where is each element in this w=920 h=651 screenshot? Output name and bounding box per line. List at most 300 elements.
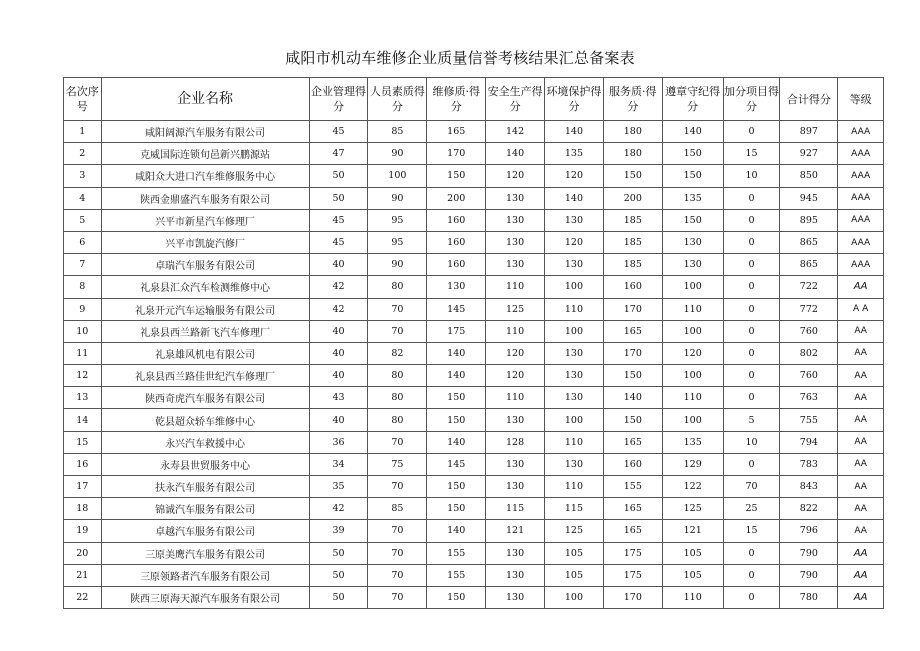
- cell-total: 794: [780, 431, 838, 453]
- cell-bonus: 0: [723, 586, 780, 608]
- cell-safety: 130: [486, 231, 545, 253]
- cell-name: 锦诚汽车服务有限公司: [101, 498, 309, 520]
- cell-grade: AAA: [838, 121, 884, 143]
- cell-grade: AA: [838, 542, 884, 564]
- cell-safety: 110: [486, 387, 545, 409]
- cell-staff: 70: [368, 520, 427, 542]
- cell-mgmt: 40: [309, 320, 368, 342]
- cell-total: 865: [780, 231, 838, 253]
- cell-seq: 21: [64, 564, 102, 586]
- cell-service: 185: [603, 209, 662, 231]
- cell-env: 120: [545, 231, 604, 253]
- cell-name: 礼泉县汇众汽车检测维修中心: [101, 276, 309, 298]
- cell-quality: 140: [427, 431, 486, 453]
- cell-total: 796: [780, 520, 838, 542]
- cell-total: 755: [780, 409, 838, 431]
- table-row: [64, 209, 884, 231]
- cell-service: 150: [603, 165, 662, 187]
- cell-service: 175: [603, 564, 662, 586]
- cell-seq: 19: [64, 520, 102, 542]
- table-row: [64, 165, 884, 187]
- header-service: 服务质·得分: [603, 78, 662, 121]
- cell-name: 礼泉开元汽车运输服务有限公司: [101, 298, 309, 320]
- cell-seq: 11: [64, 342, 102, 364]
- cell-total: 790: [780, 542, 838, 564]
- cell-quality: 140: [427, 365, 486, 387]
- cell-service: 185: [603, 254, 662, 276]
- cell-safety: 130: [486, 453, 545, 475]
- cell-discipline: 100: [662, 320, 723, 342]
- cell-mgmt: 36: [309, 431, 368, 453]
- cell-grade: AA: [838, 476, 884, 498]
- cell-mgmt: 50: [309, 564, 368, 586]
- cell-seq: 9: [64, 298, 102, 320]
- cell-quality: 150: [427, 476, 486, 498]
- cell-service: 150: [603, 365, 662, 387]
- cell-service: 165: [603, 498, 662, 520]
- cell-mgmt: 39: [309, 520, 368, 542]
- cell-seq: 4: [64, 187, 102, 209]
- cell-seq: 15: [64, 431, 102, 453]
- cell-mgmt: 34: [309, 453, 368, 475]
- cell-grade: AA: [838, 409, 884, 431]
- cell-total: 760: [780, 320, 838, 342]
- cell-staff: 75: [368, 453, 427, 475]
- cell-total: 895: [780, 209, 838, 231]
- cell-name: 卓瑞汽车服务有限公司: [101, 254, 309, 276]
- cell-mgmt: 40: [309, 254, 368, 276]
- header-total: 合计得分: [780, 78, 838, 121]
- table-row: [64, 586, 884, 608]
- cell-discipline: 110: [662, 586, 723, 608]
- cell-mgmt: 50: [309, 542, 368, 564]
- cell-quality: 175: [427, 320, 486, 342]
- cell-seq: 6: [64, 231, 102, 253]
- cell-safety: 121: [486, 520, 545, 542]
- cell-mgmt: 35: [309, 476, 368, 498]
- cell-safety: 120: [486, 165, 545, 187]
- header-quality: 维修质·得分: [427, 78, 486, 121]
- cell-safety: 130: [486, 254, 545, 276]
- cell-staff: 100: [368, 165, 427, 187]
- cell-discipline: 140: [662, 121, 723, 143]
- table-row: [64, 143, 884, 165]
- cell-grade: AAA: [838, 209, 884, 231]
- table-row: [64, 342, 884, 364]
- cell-env: 100: [545, 409, 604, 431]
- cell-bonus: 5: [723, 409, 780, 431]
- cell-service: 155: [603, 476, 662, 498]
- cell-name: 咸阳阔源汽车服务有限公司: [101, 121, 309, 143]
- cell-quality: 140: [427, 520, 486, 542]
- cell-service: 180: [603, 143, 662, 165]
- cell-seq: 18: [64, 498, 102, 520]
- cell-grade: AA: [838, 453, 884, 475]
- cell-mgmt: 42: [309, 498, 368, 520]
- header-env: 环境保护得分: [545, 78, 604, 121]
- cell-grade: AAA: [838, 143, 884, 165]
- cell-grade: AAA: [838, 254, 884, 276]
- cell-quality: 150: [427, 165, 486, 187]
- cell-env: 115: [545, 498, 604, 520]
- cell-total: 897: [780, 121, 838, 143]
- cell-total: 945: [780, 187, 838, 209]
- cell-staff: 70: [368, 476, 427, 498]
- cell-seq: 10: [64, 320, 102, 342]
- cell-grade: AA: [838, 564, 884, 586]
- cell-name: 永兴汽车救援中心: [101, 431, 309, 453]
- cell-env: 130: [545, 254, 604, 276]
- cell-service: 160: [603, 453, 662, 475]
- cell-grade: A A: [838, 298, 884, 320]
- cell-safety: 130: [486, 476, 545, 498]
- cell-service: 160: [603, 276, 662, 298]
- cell-discipline: 130: [662, 231, 723, 253]
- cell-staff: 80: [368, 409, 427, 431]
- cell-seq: 12: [64, 365, 102, 387]
- cell-total: 763: [780, 387, 838, 409]
- cell-bonus: 0: [723, 209, 780, 231]
- cell-discipline: 110: [662, 298, 723, 320]
- cell-staff: 95: [368, 231, 427, 253]
- cell-safety: 120: [486, 365, 545, 387]
- cell-staff: 70: [368, 564, 427, 586]
- cell-quality: 150: [427, 409, 486, 431]
- cell-bonus: 10: [723, 431, 780, 453]
- cell-name: 兴平市新星汽车修理厂: [101, 209, 309, 231]
- cell-quality: 165: [427, 121, 486, 143]
- cell-quality: 160: [427, 231, 486, 253]
- cell-grade: AAA: [838, 165, 884, 187]
- cell-service: 170: [603, 298, 662, 320]
- results-table: [63, 77, 884, 609]
- cell-name: 三原美鹰汽车服务有限公司: [101, 542, 309, 564]
- table-row: [64, 298, 884, 320]
- cell-grade: AA: [838, 498, 884, 520]
- table-row: [64, 254, 884, 276]
- cell-env: 130: [545, 453, 604, 475]
- cell-grade: AA: [838, 365, 884, 387]
- cell-name: 扶永汽车服务有限公司: [101, 476, 309, 498]
- header-grade: 等级: [838, 78, 884, 121]
- cell-service: 140: [603, 387, 662, 409]
- cell-safety: 125: [486, 298, 545, 320]
- cell-mgmt: 43: [309, 387, 368, 409]
- cell-staff: 70: [368, 586, 427, 608]
- cell-grade: AA: [838, 342, 884, 364]
- cell-safety: 130: [486, 187, 545, 209]
- cell-discipline: 150: [662, 165, 723, 187]
- cell-staff: 80: [368, 387, 427, 409]
- cell-quality: 140: [427, 342, 486, 364]
- cell-name: 礼泉县西兰路新飞汽车修理厂: [101, 320, 309, 342]
- cell-quality: 200: [427, 187, 486, 209]
- table-row: [64, 453, 884, 475]
- header-mgmt: 企业管理得分: [309, 78, 368, 121]
- cell-env: 130: [545, 209, 604, 231]
- cell-env: 110: [545, 431, 604, 453]
- cell-staff: 80: [368, 365, 427, 387]
- cell-total: 772: [780, 298, 838, 320]
- cell-staff: 70: [368, 298, 427, 320]
- header-staff: 人员素质得分: [368, 78, 427, 121]
- cell-service: 165: [603, 431, 662, 453]
- cell-seq: 14: [64, 409, 102, 431]
- cell-total: 790: [780, 564, 838, 586]
- cell-staff: 85: [368, 498, 427, 520]
- cell-total: 780: [780, 586, 838, 608]
- cell-bonus: 0: [723, 564, 780, 586]
- table-row: [64, 564, 884, 586]
- cell-staff: 95: [368, 209, 427, 231]
- cell-service: 165: [603, 520, 662, 542]
- cell-name: 兴平市凯旋汽修厂: [101, 231, 309, 253]
- cell-service: 200: [603, 187, 662, 209]
- cell-env: 130: [545, 342, 604, 364]
- cell-bonus: 0: [723, 298, 780, 320]
- header-safety: 安全生产得分: [486, 78, 545, 121]
- cell-seq: 1: [64, 121, 102, 143]
- cell-safety: 130: [486, 409, 545, 431]
- cell-service: 170: [603, 586, 662, 608]
- cell-mgmt: 45: [309, 121, 368, 143]
- cell-bonus: 70: [723, 476, 780, 498]
- cell-mgmt: 50: [309, 165, 368, 187]
- cell-discipline: 135: [662, 431, 723, 453]
- cell-env: 105: [545, 564, 604, 586]
- table-row: [64, 476, 884, 498]
- cell-env: 130: [545, 387, 604, 409]
- cell-total: 927: [780, 143, 838, 165]
- cell-mgmt: 45: [309, 209, 368, 231]
- cell-name: 三原领路者汽车服务有限公司: [101, 564, 309, 586]
- cell-name: 永寿县世贸服务中心: [101, 453, 309, 475]
- cell-bonus: 0: [723, 342, 780, 364]
- cell-discipline: 150: [662, 209, 723, 231]
- cell-grade: AAA: [838, 231, 884, 253]
- cell-env: 120: [545, 165, 604, 187]
- cell-mgmt: 40: [309, 365, 368, 387]
- cell-safety: 115: [486, 498, 545, 520]
- cell-discipline: 130: [662, 254, 723, 276]
- cell-service: 175: [603, 542, 662, 564]
- cell-total: 783: [780, 453, 838, 475]
- cell-bonus: 15: [723, 520, 780, 542]
- cell-total: 822: [780, 498, 838, 520]
- cell-mgmt: 40: [309, 342, 368, 364]
- cell-service: 170: [603, 342, 662, 364]
- cell-seq: 20: [64, 542, 102, 564]
- cell-total: 802: [780, 342, 838, 364]
- page-title: 咸阳市机动车维修企业质量信誉考核结果汇总备案表: [285, 49, 635, 67]
- cell-env: 130: [545, 365, 604, 387]
- cell-quality: 170: [427, 143, 486, 165]
- cell-quality: 145: [427, 453, 486, 475]
- cell-quality: 150: [427, 498, 486, 520]
- cell-safety: 142: [486, 121, 545, 143]
- cell-env: 100: [545, 276, 604, 298]
- cell-safety: 110: [486, 320, 545, 342]
- cell-grade: AA: [838, 520, 884, 542]
- cell-quality: 150: [427, 387, 486, 409]
- cell-staff: 90: [368, 254, 427, 276]
- table-row: [64, 121, 884, 143]
- cell-quality: 150: [427, 586, 486, 608]
- cell-seq: 17: [64, 476, 102, 498]
- cell-env: 110: [545, 298, 604, 320]
- cell-safety: 130: [486, 209, 545, 231]
- cell-bonus: 0: [723, 387, 780, 409]
- cell-staff: 85: [368, 121, 427, 143]
- cell-seq: 16: [64, 453, 102, 475]
- cell-env: 135: [545, 143, 604, 165]
- cell-discipline: 125: [662, 498, 723, 520]
- cell-safety: 110: [486, 276, 545, 298]
- cell-staff: 70: [368, 431, 427, 453]
- header-discipline: 遵章守纪得分: [662, 78, 723, 121]
- cell-mgmt: 40: [309, 409, 368, 431]
- table-row: [64, 187, 884, 209]
- cell-mgmt: 42: [309, 276, 368, 298]
- cell-seq: 13: [64, 387, 102, 409]
- cell-service: 150: [603, 409, 662, 431]
- cell-service: 165: [603, 320, 662, 342]
- cell-bonus: 0: [723, 453, 780, 475]
- table-row: [64, 276, 884, 298]
- cell-env: 125: [545, 520, 604, 542]
- cell-name: 卓越汽车服务有限公司: [101, 520, 309, 542]
- cell-discipline: 105: [662, 542, 723, 564]
- cell-seq: 22: [64, 586, 102, 608]
- cell-discipline: 105: [662, 564, 723, 586]
- cell-env: 110: [545, 476, 604, 498]
- table-row: [64, 520, 884, 542]
- cell-total: 722: [780, 276, 838, 298]
- cell-name: 克威国际连锁旬邑新兴鹏源站: [101, 143, 309, 165]
- cell-seq: 2: [64, 143, 102, 165]
- cell-staff: 90: [368, 187, 427, 209]
- cell-quality: 160: [427, 254, 486, 276]
- cell-quality: 160: [427, 209, 486, 231]
- cell-grade: AA: [838, 387, 884, 409]
- table-header-row: [64, 78, 884, 121]
- table-row: [64, 365, 884, 387]
- table-row: [64, 431, 884, 453]
- cell-total: 850: [780, 165, 838, 187]
- cell-mgmt: 45: [309, 231, 368, 253]
- cell-discipline: 100: [662, 365, 723, 387]
- cell-seq: 3: [64, 165, 102, 187]
- header-seq: 名次序号: [64, 78, 102, 121]
- cell-bonus: 0: [723, 365, 780, 387]
- table-row: [64, 409, 884, 431]
- cell-total: 760: [780, 365, 838, 387]
- cell-seq: 7: [64, 254, 102, 276]
- cell-env: 140: [545, 187, 604, 209]
- cell-staff: 90: [368, 143, 427, 165]
- cell-seq: 5: [64, 209, 102, 231]
- cell-quality: 130: [427, 276, 486, 298]
- cell-discipline: 120: [662, 342, 723, 364]
- cell-safety: 130: [486, 542, 545, 564]
- cell-bonus: 0: [723, 320, 780, 342]
- cell-bonus: 0: [723, 121, 780, 143]
- cell-name: 礼泉雄风机电有限公司: [101, 342, 309, 364]
- cell-discipline: 110: [662, 387, 723, 409]
- cell-bonus: 0: [723, 187, 780, 209]
- cell-discipline: 135: [662, 187, 723, 209]
- cell-quality: 155: [427, 542, 486, 564]
- cell-name: 咸阳众大进口汽车维修服务中心: [101, 165, 309, 187]
- cell-mgmt: 47: [309, 143, 368, 165]
- cell-env: 100: [545, 320, 604, 342]
- cell-bonus: 15: [723, 143, 780, 165]
- cell-safety: 128: [486, 431, 545, 453]
- cell-discipline: 121: [662, 520, 723, 542]
- cell-seq: 8: [64, 276, 102, 298]
- cell-total: 843: [780, 476, 838, 498]
- cell-safety: 130: [486, 564, 545, 586]
- cell-mgmt: 50: [309, 187, 368, 209]
- cell-discipline: 122: [662, 476, 723, 498]
- cell-safety: 140: [486, 143, 545, 165]
- cell-grade: AA: [838, 586, 884, 608]
- cell-bonus: 25: [723, 498, 780, 520]
- header-bonus: 加分项目得分: [723, 78, 780, 121]
- header-name: 企业名称: [101, 78, 309, 121]
- cell-total: 865: [780, 254, 838, 276]
- cell-name: 礼泉县西兰路佳世纪汽车修理厂: [101, 365, 309, 387]
- cell-bonus: 10: [723, 165, 780, 187]
- cell-bonus: 0: [723, 231, 780, 253]
- cell-name: 陕西金鼎盛汽车服务有限公司: [101, 187, 309, 209]
- table-row: [64, 231, 884, 253]
- table-row: [64, 320, 884, 342]
- cell-discipline: 129: [662, 453, 723, 475]
- cell-quality: 145: [427, 298, 486, 320]
- cell-name: 陕西三原海天源汽车服务有限公司: [101, 586, 309, 608]
- cell-staff: 70: [368, 542, 427, 564]
- cell-service: 185: [603, 231, 662, 253]
- cell-env: 100: [545, 586, 604, 608]
- cell-staff: 82: [368, 342, 427, 364]
- table-row: [64, 498, 884, 520]
- cell-bonus: 0: [723, 254, 780, 276]
- cell-service: 180: [603, 121, 662, 143]
- cell-discipline: 100: [662, 409, 723, 431]
- cell-grade: AA: [838, 431, 884, 453]
- cell-mgmt: 42: [309, 298, 368, 320]
- cell-safety: 120: [486, 342, 545, 364]
- table-row: [64, 387, 884, 409]
- cell-discipline: 100: [662, 276, 723, 298]
- table-row: [64, 542, 884, 564]
- cell-mgmt: 50: [309, 586, 368, 608]
- cell-env: 105: [545, 542, 604, 564]
- cell-safety: 130: [486, 586, 545, 608]
- cell-name: 陕西奇虎汽车服务有限公司: [101, 387, 309, 409]
- cell-quality: 155: [427, 564, 486, 586]
- cell-bonus: 0: [723, 542, 780, 564]
- cell-name: 乾县超众轿车维修中心: [101, 409, 309, 431]
- cell-grade: AAA: [838, 187, 884, 209]
- cell-staff: 80: [368, 276, 427, 298]
- cell-staff: 70: [368, 320, 427, 342]
- cell-env: 140: [545, 121, 604, 143]
- cell-grade: AA: [838, 276, 884, 298]
- cell-grade: AA: [838, 320, 884, 342]
- cell-discipline: 150: [662, 143, 723, 165]
